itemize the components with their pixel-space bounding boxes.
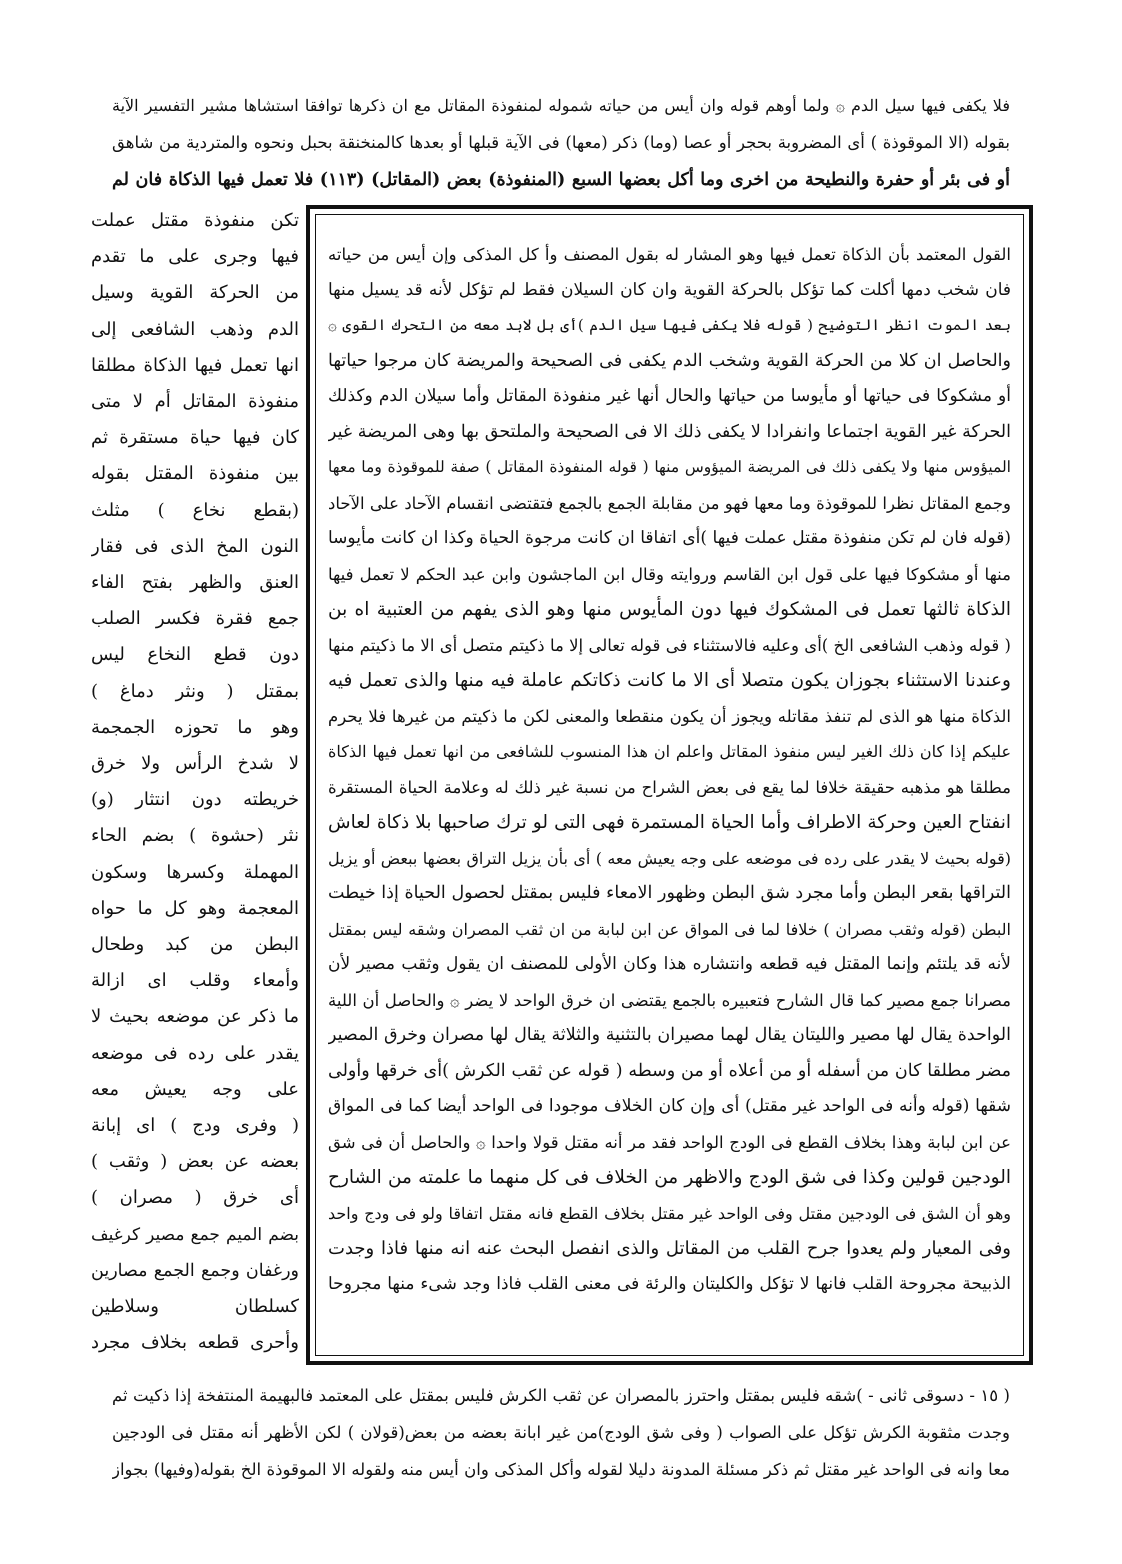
commentary-line: وعندنا الاستثناء بجوزان يكون متصلا أى الا ما كانت ذكاتكم عاملة فيه منها والذى تعمل فيه — [328, 670, 1011, 691]
margin-line: بمقتل ( ونثر دماغ ) — [91, 680, 299, 702]
commentary-line: الذبيحة مجروحة القلب فانها لا تؤكل والكليتان والرئة فى معنى القلب فاذا وجد شىء منها مجروحا — [328, 1273, 1011, 1294]
commentary-line: وجمع المقاتل نظرا للموقوذة وما معها فهو من مقابلة الجمع بالجمع فتقتضى انقسام الآحاد على الآحاد — [328, 493, 1011, 513]
margin-line: يقدر على رده فى موضعه — [91, 1042, 299, 1064]
margin-line: تكن منفوذة مقتل عملت — [91, 210, 299, 231]
margin-line: بعضه عن بعض ( وثقب ) — [91, 1151, 299, 1173]
margin-line: (بقطع نخاع ) مثلث — [91, 499, 299, 521]
margin-line: خريطته دون انتثار (و) — [91, 789, 299, 811]
commentary-frame — [306, 205, 1033, 1365]
bottom-line: وجدت مثقوبة الكرش تؤكل على الصواب ( وفى شق الودج)من غير ابانة بعضه من بعض(قولان ) لكن الأظهر أنه مقتل فى الودجين — [112, 1423, 1010, 1442]
commentary-line: وفى المعيار ولم يعدوا جرح القلب من المقاتل والذى انفصل البحث عنه انه منها فاذا وجدت — [328, 1238, 1011, 1259]
commentary-line: (قوله بحيث لا يقدر على رده فى موضعه على وجه يعيش معه ) أى بأن يزيل التراق بعضها ببعض أو يزيل — [328, 848, 1011, 868]
commentary-line: الودجين قولين وكذا فى شق الودج والاظهر من الخلاف فى كل منهما ما علمته من الشارح — [328, 1167, 1011, 1188]
margin-line: بضم الميم جمع مصير كرغيف — [91, 1224, 299, 1245]
margin-line: انها تعمل فيها الذكاة مطلقا — [91, 354, 299, 376]
top-line: فلا يكفى فيها سيل الدم ۞ ولما أوهم قوله وان أيس من حياته شموله لمنفوذة المقاتل مع ان ذكرها توافقا استشاها مشير التفسير الآية — [112, 96, 1010, 115]
margin-line: العنق والظهر بفتح الفاء — [91, 572, 299, 593]
margin-line: الدم وذهب الشافعى إلى — [91, 318, 299, 340]
bottom-line: معا وانه فى الواحد غير مقتل ثم ذكر مسئلة المدونة دليلا لقوله وأكل المذكى وان أيس منه ولقوله الا الموقوذة الخ بقوله(وفيها) بجواز — [112, 1460, 1010, 1479]
margin-line: البطن من كبد وطحال — [91, 934, 299, 955]
margin-line: نثر (حشوة ) بضم الحاء — [91, 825, 299, 847]
commentary-line: أو مشكوكا فى حياتها أو مأيوسا من حياتها والحال أنها غير منفوذة المقاتل وأما سيلان الدم وكذلك — [328, 386, 1011, 406]
margin-line: بين منفوذة المقتل بقوله — [91, 463, 299, 485]
margin-line: ( وفرى ودج ) اى إبانة — [91, 1115, 299, 1136]
margin-line: جمع فقرة فكسر الصلب — [91, 608, 299, 630]
commentary-line: التراقها بقعر البطن وأما مجرد شق البطن وظهور الامعاء فليس بمقتل لحصول الحياة إذا خيطت — [328, 883, 1011, 903]
top-text-block — [112, 88, 1010, 200]
commentary-line: بعد الموت انظر التوضيح ( قوله فلا يكفى فيها سيل الدم )أى بل لابد معه من التحرك القوى ۞ — [328, 316, 1011, 334]
commentary-line: الذكاة منها هو الذى لم تنفذ مقاتله ويجوز أن يكون منقطعا والمعنى لكن ما ذكيتم من غيرها فلا يحرم — [328, 706, 1011, 726]
margin-line: كسلطان وسلاطين — [91, 1296, 299, 1317]
commentary-line: الذكاة ثالثها تعمل فى المشكوك فيها دون المأيوس منها وهو الذى يفهم من العتبية اه بن — [328, 599, 1011, 620]
margin-line: وأمعاء وقلب اى ازالة — [91, 970, 299, 992]
commentary-line: القول المعتمد بأن الذكاة تعمل فيها وهو المشار له بقول المصنف وأ كل المذكى وإن أيس من حياته — [328, 245, 1011, 264]
margin-line: أى خرق ( مصران ) — [91, 1187, 299, 1209]
commentary-line: (قوله فان لم تكن منفوذة مقتل عملت فيها )أى اتفاقا ان كانت مرجوة الحياة وكذا ان كانت مأيوسا — [328, 528, 1011, 548]
commentary-line: الواحدة يقال لها مصير والليتان يقال لهما مصيران بالتثنية والثلاثة يقال لها مصران وخرق المصير — [328, 1025, 1011, 1045]
commentary-text — [328, 237, 1011, 1343]
margin-line: كان فيها حياة مستقرة ثم — [91, 427, 299, 449]
margin-line: من الحركة القوية وسيل — [91, 282, 299, 304]
commentary-line: مطلقا هو مذهبه حقيقة خلافا لما يقع فى بعض الشراح من نسبة غير ذلك له وعلامة الحياة المستقرة — [328, 777, 1011, 797]
commentary-line: انفتاح العين وحركة الاطراف وأما الحياة المستمرة فهى التى لو ترك صاحبها بلا ذكاة لعاش — [328, 812, 1011, 833]
margin-line: النون المخ الذى فى فقار — [91, 535, 299, 557]
commentary-line: مصرانا جمع مصير كما قال الشارح فتعبيره بالجمع يقتضى ان خرق الواحد لا يضر ۞ والحاصل أن اللية — [328, 990, 1011, 1010]
top-line: أو فى بئر أو حفرة والنطيحة من اخرى وما أكل بعضها السبع (المنفوذة) بعض (المقاتل) (١١٣) فلا تعمل فيها الذكاة فان لم — [112, 170, 1010, 190]
margin-line: وأحرى قطعه بخلاف مجرد — [91, 1332, 299, 1354]
margin-line: منفوذة المقاتل أم لا متى — [91, 391, 299, 412]
margin-line: لا شدخ الرأس ولا خرق — [91, 753, 299, 774]
commentary-line: الحركة غير القوية اجتماعا وانفرادا لا يكفى ذلك الا فى الصحيحة والملتحق بها وهى المريضة غير — [328, 421, 1011, 442]
commentary-frame-inner — [315, 214, 1024, 1356]
commentary-line: مضر مطلقا كان من أسفله أو من أعلاه أو من وسطه ( قوله عن ثقب الكرش )أى خرقها وأولى — [328, 1060, 1011, 1081]
margin-line: على وجه يعيش معه — [91, 1078, 299, 1100]
commentary-line: الميؤوس منها ولا يكفى ذلك فى المريضة الميؤوس منها ( قوله المنفوذة المقاتل ) صفة للموقوذة وما معها — [328, 458, 1011, 476]
margin-line: وهو ما تحوزه الجمجمة — [91, 716, 299, 738]
margin-line: المعجمة وهو كل ما حواه — [91, 897, 299, 919]
top-line: بقوله (الا الموقوذة ) أى المضروبة بحجر أو عصا (وما) ذكر (معها) فى الآية قبلها أو بعدها كالمنخنقة بحبل ونحوه والمتردية من شاهق — [112, 133, 1010, 152]
commentary-line: ( قوله وذهب الشافعى الخ )أى وعليه فالاستثناء فى قوله تعالى إلا ما ذكيتم متصل أى الا ما ذكيتم منها — [328, 635, 1011, 655]
commentary-line: عليكم إذا كان ذلك الغير ليس منفوذ المقاتل واعلم ان هذا المنسوب للشافعى من انها تعمل فيها الذكاة — [328, 742, 1011, 761]
commentary-line: شقها (قوله وأنه فى الواحد غير مقتل) أى وإن كان الخلاف موجودا فى الواحد أيضا كما فى المواق — [328, 1096, 1011, 1116]
margin-line: المهملة وكسرها وسكون — [91, 861, 299, 883]
commentary-line: منها أو مشكوكا فيها على قول ابن القاسم وروايته وقال ابن الماجشون وابن عبد الحكم لا تعمل فيها — [328, 564, 1011, 584]
commentary-line: لأنه قد يلتئم وإنما المقتل فيه قطعه وانتشاره هذا وكان الأولى للمصنف ان يقول وثقب مصير لأن — [328, 954, 1011, 974]
margin-line: ما ذكر عن موضعه بحيث لا — [91, 1006, 299, 1028]
commentary-line: والحاصل ان كلا من الحركة القوية وشخب الدم يكفى فى الصحيحة والمريضة كان مرجوا حياتها — [328, 350, 1011, 371]
margin-line: ورغفان وجمع الجمع مصارين — [91, 1260, 299, 1281]
commentary-line: البطن (قوله وثقب مصران ) خلافا لما فى المواق عن ابن لبابة من ان ثقب المصران وشقه ليس بمقتل — [328, 919, 1011, 939]
commentary-line: وهو أن الشق فى الودجين مقتل وفى الواحد غير مقتل بخلاف القطع فانه مقتل اتفاقا ولو فى ودج واحد — [328, 1203, 1011, 1223]
margin-column-text — [91, 203, 299, 1368]
commentary-line: فان شخب دمها أكلت كما تؤكل بالحركة القوية وان كان السيلان فقط لم تؤكل لأنه قد يسيل منها — [328, 279, 1011, 300]
margin-line: دون قطع النخاع ليس — [91, 644, 299, 666]
margin-line: فيها وجرى على ما تقدم — [91, 246, 299, 268]
bottom-text-block — [112, 1378, 1010, 1488]
bottom-line: ( ١٥ - دسوقى ثانى - )شقه فليس بمقتل واحترز بالمصران عن ثقب الكرش فليس بمقتل على المعتمد فالبهيمة المنتفخة إذا ذكيت ثم — [112, 1386, 1010, 1405]
commentary-line: عن ابن لبابة وهذا بخلاف القطع فى الودج الواحد فقد مر أنه مقتل قولا واحدا ۞ والحاصل أن فى شق — [328, 1132, 1011, 1152]
